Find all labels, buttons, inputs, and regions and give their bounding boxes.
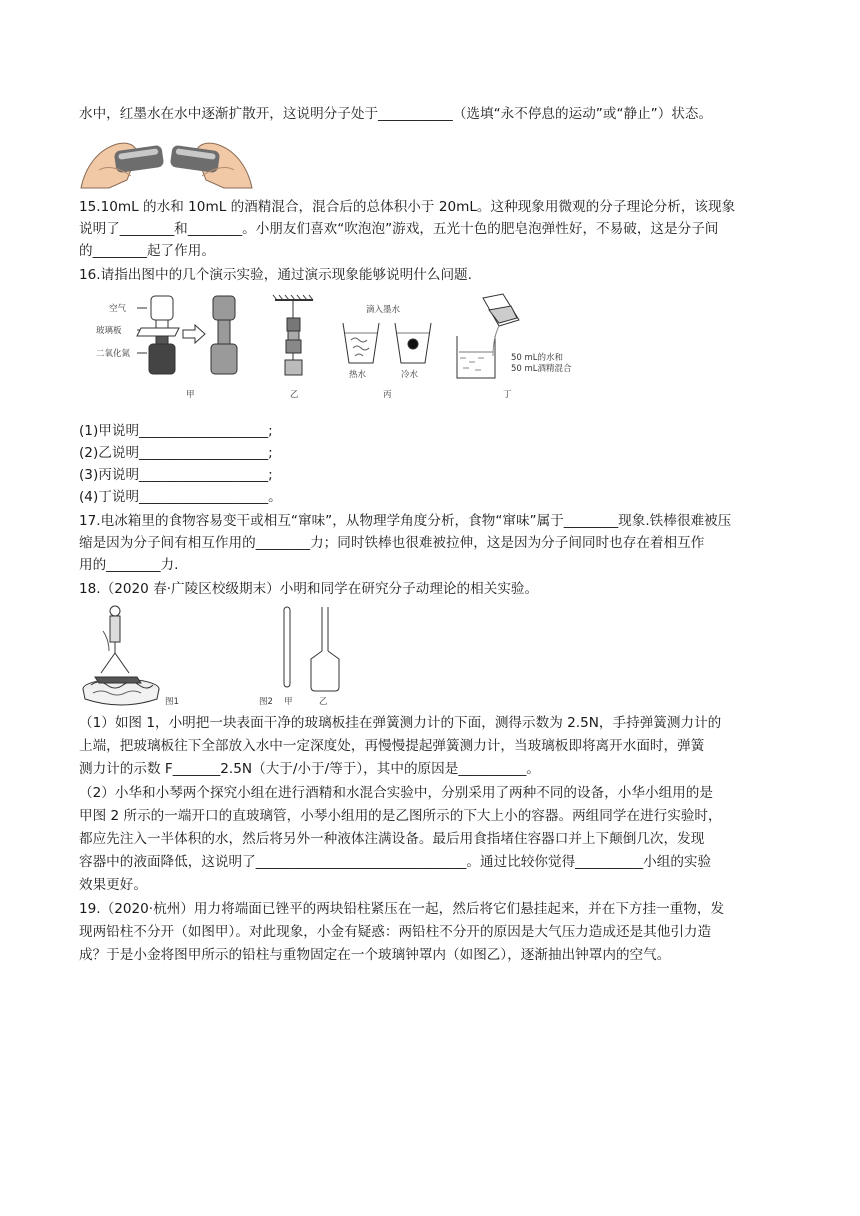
q17-line-1: 17.电冰箱里的食物容易变干或相互“窜味”，从物理学角度分析，食物“窜味”属于________现象.铁棒很难被压 [79, 513, 732, 529]
q15-line-1: 15.10mL 的水和 10mL 的酒精混合，混合后的总体积小于 20mL。这种现象用微观的分子理论分析，该现象 [79, 199, 736, 215]
lead-cylinders-figure [79, 130, 254, 190]
figure-1-spring-scale [83, 606, 179, 707]
label-no2: 二氧化氮 [96, 349, 131, 359]
q18-part1-line-2: 上端，把玻璃板往下全部放入水中一定深度处，再慢慢提起弹簧测力计，当玻璃板即将离开水面时，弹簧 [79, 738, 705, 754]
q18-part1-line-1: （1）如图 1，小明把一块表面干净的玻璃板挂在弹簧测力计的下面，测得示数为 2.5N，手持弹簧测力计的 [79, 715, 722, 731]
label-yi: 乙 [290, 390, 299, 400]
q18-part2-line-3: 都应先注入一半体积的水，然后将另外一种液体注满设备。最后用食指堵住容器口并上下颠倒几次，发现 [79, 831, 705, 847]
experiment-ding [457, 294, 572, 400]
q18-part2-line-1: （2）小华和小琴两个探究小组在进行酒精和水混合实验中，分别采用了两种不同的设备，小华小组用的是 [79, 785, 713, 801]
q16-answer-3: (3)丙说明___________________; [79, 467, 273, 483]
q15-line-3: 的________起了作用。 [79, 243, 215, 259]
experiment-jia [96, 296, 237, 400]
q18-part2-line-2: 甲图 2 所示的一端开口的直玻璃管，小琴小组用的是乙图所示的下大上小的容器。两组同学在进行实验时， [79, 808, 722, 824]
label-hot-water: 热水 [349, 370, 367, 380]
q18-part2-line-5: 效果更好。 [79, 877, 147, 893]
q19-line-2: 现两铅柱不分开（如图甲）。对此现象，小金有疑惑：两铅柱不分开的原因是大气压力造成还是其他引力造 [79, 924, 712, 940]
q17-line-2: 缩是因为分子间有相互作用的________力；同时铁棒也很难被拉伸，这是因为分子间同时也存在着相互作 [79, 535, 705, 551]
label-drop-ink: 滴入墨水 [366, 305, 401, 315]
q15-line-2: 说明了________和________。小朋友们喜欢“吹泡泡”游戏，五光十色的肥皂泡弹性好，不易破，这是分子间 [79, 221, 719, 237]
experiments-figure [79, 290, 599, 402]
label-tube-yi: 乙 [319, 697, 328, 707]
label-glass-plate: 玻璃板 [96, 326, 122, 336]
q16-line-1: 16.请指出图中的几个演示实验，通过演示现象能够说明什么问题. [79, 267, 472, 283]
label-tu1: 图1 [165, 697, 179, 707]
label-tube-jia: 甲 [284, 697, 293, 707]
figure-2-tubes [259, 607, 339, 707]
experiment-bing [343, 304, 431, 400]
label-ding: 丁 [503, 390, 512, 400]
q16-answer-1: (1)甲说明___________________; [79, 423, 273, 439]
label-air: 空气 [109, 304, 127, 314]
label-cold-water: 冷水 [401, 370, 419, 380]
label-bing: 丙 [383, 390, 392, 400]
q18-part2-line-4: 容器中的液面降低，这说明了_______________________________。通过比较你觉得__________小组的实验 [79, 854, 712, 870]
q19-line-3: 成？于是小金将图甲所示的铅柱与重物固定在一个玻璃钟罩内（如图乙），逐渐抽出钟罩内的空气。 [79, 947, 671, 963]
q19-line-1: 19.（2020·杭州）用力将端面已锉平的两块铅柱紧压在一起，然后将它们悬挂起来，并在下方挂一重物，发 [79, 901, 725, 917]
q18-line-1: 18.（2020 春·广陵区校级期末）小明和同学在研究分子动理论的相关实验。 [79, 581, 539, 597]
q14-text-line: 水中，红墨水在水中逐渐扩散开，这说明分子处于___________（选填“永不停息的运动”或“静止”）状态。 [79, 106, 713, 122]
q18-part1-line-3: 测力计的示数 F_______2.5N（大于/小于/等于），其中的原因是__________。 [79, 761, 540, 777]
label-tu2: 图2 [259, 697, 273, 707]
label-jia: 甲 [186, 390, 195, 400]
label-mix-line-1: 50 mL的水和 [511, 353, 564, 363]
q16-answer-4: (4)丁说明___________________。 [79, 489, 282, 505]
label-mix-line-2: 50 mL酒精混合 [511, 364, 572, 374]
q18-figure [79, 603, 349, 708]
q17-line-3: 用的________力. [79, 557, 179, 573]
q16-answer-2: (2)乙说明___________________; [79, 445, 273, 461]
experiment-yi [273, 295, 313, 400]
